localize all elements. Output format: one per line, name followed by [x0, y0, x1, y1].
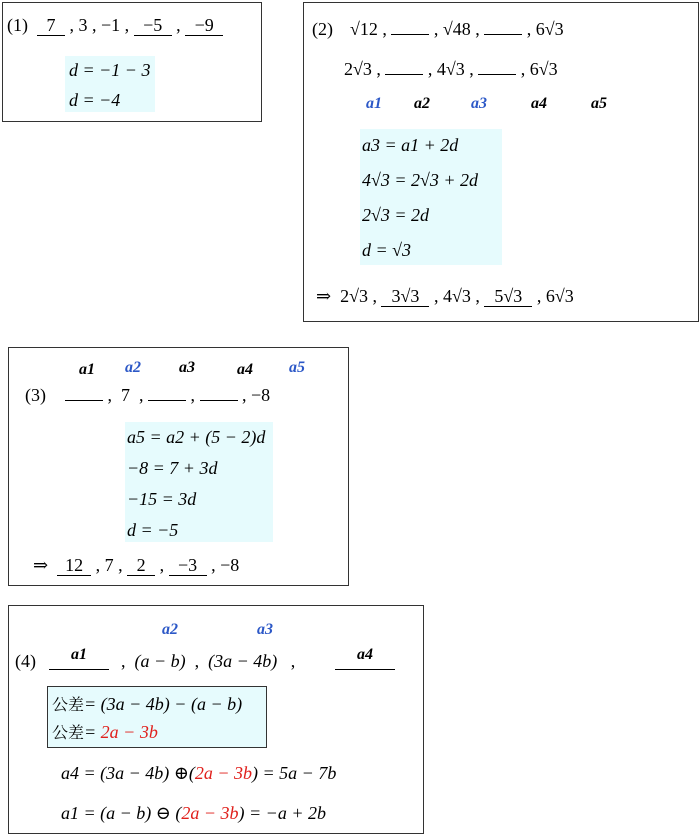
problem-2-r1-a5: 6√3	[535, 19, 564, 39]
problem-2-number: (2)	[312, 19, 333, 39]
problem-3-work-line-2: −8 = 7 + 3d	[127, 458, 218, 478]
problem-1-a1: 7	[37, 16, 65, 36]
problem-4-a1-diff: 2a − 3b	[181, 803, 239, 823]
problem-4-cd-rhs-1: = (3a − 4b) − (a − b)	[84, 694, 243, 714]
problem-4-a1-open: (	[175, 803, 182, 823]
problem-2-r1-a3: √48 ,	[442, 19, 480, 39]
problem-3-label-a5: a5	[289, 359, 305, 376]
problem-2-r1-a4-blank	[484, 34, 522, 35]
problem-2-r1-a1: √12 ,	[350, 19, 387, 39]
problem-1-number: (1)	[7, 15, 28, 35]
problem-2-res-a3: , 4√3 ,	[433, 286, 480, 306]
problem-2-result	[316, 287, 574, 307]
problem-3-work-line-1: a5 = a2 + (5 − 2)d	[127, 427, 266, 447]
problem-3-res-a1: 12	[57, 556, 91, 576]
problem-1-a3: −1 ,	[101, 15, 130, 35]
problem-3-a5: −8	[251, 385, 271, 405]
problem-3-res-a3: 2	[127, 556, 155, 576]
problem-2-label-a2: a2	[414, 95, 430, 112]
problem-3-sequence: , 7 , , , −8	[65, 386, 270, 404]
problem-2-label-a5: a5	[591, 95, 607, 112]
problem-4-a1-lhs: a1 = (a − b)	[61, 803, 152, 823]
problem-2-row-2: 2√3 , , 4√3 , , 6√3	[344, 59, 558, 79]
problem-4-label-a2: a2	[162, 621, 178, 638]
problem-2-res-a4: 5√3	[484, 287, 532, 307]
problem-3-label-a2: a2	[125, 359, 141, 376]
problem-3-a2: 7	[121, 385, 130, 405]
problem-3-number: (3)	[25, 385, 46, 405]
problem-2-r1-a2-blank	[391, 34, 429, 35]
problem-2-work-line-1: a3 = a1 + 2d	[362, 135, 459, 155]
problem-3-label-a1: a1	[79, 361, 95, 378]
problem-3-label-a3: a3	[179, 359, 195, 376]
problem-4-a1-label: a1	[49, 647, 109, 670]
problem-4-a4-line	[61, 764, 336, 782]
problem-3-res-a5: −8	[220, 555, 240, 575]
problem-2-work-line-3: 2√3 = 2d	[362, 205, 430, 225]
problem-4-a1-slot	[49, 644, 109, 670]
problem-3-a1-blank	[65, 400, 103, 401]
problem-4-a4-lhs: a4 = (3a − 4b)	[61, 763, 170, 783]
problem-1-sequence: 7 , 3 , −1 , −5 , −9	[37, 16, 223, 36]
problem-4-cd-label-1: 公差	[52, 695, 85, 714]
problem-1-a2: 3 ,	[78, 15, 97, 35]
problem-2-res-a5: , 6√3	[536, 286, 574, 306]
problem-2-r2-a4-blank	[478, 74, 516, 75]
problem-4-a4-diff: 2a − 3b	[194, 763, 253, 783]
problem-1-sep: ,	[69, 15, 74, 35]
problem-3-a4-blank	[200, 400, 238, 401]
problem-2-r2-a2-blank	[385, 74, 423, 75]
problem-4-a1-result: ) = −a + 2b	[238, 803, 326, 823]
problem-4-a3: (3a − 4b)	[208, 651, 278, 671]
problem-4-cd-line-1	[52, 695, 242, 713]
problem-3-res-a2: 7	[104, 555, 114, 575]
problem-4-a4-open: (	[188, 763, 195, 783]
problem-4-cd-label-2: 公差	[52, 723, 85, 742]
problem-2-work-line-4: d = √3	[362, 240, 412, 260]
problem-4-cd-rhs-2: =	[84, 722, 101, 742]
problem-3-result: ⇒ 12 , 7 , 2 , −3 , −8	[33, 555, 240, 575]
problem-3-implies-arrow: ⇒	[33, 555, 49, 575]
problem-2-label-a3: a3	[471, 95, 487, 112]
problem-4-a1-line	[61, 804, 326, 822]
problem-2-box	[303, 2, 699, 322]
problem-2-row-1: √12 , , √48 , , 6√3	[350, 19, 564, 39]
problem-2-res-a2: 3√3	[381, 287, 429, 307]
problem-3-a3-blank	[148, 400, 186, 401]
problem-3-work-line-3: −15 = 3d	[127, 489, 197, 509]
problem-4-sequence: , (a − b) , (3a − 4b) ,	[121, 651, 296, 671]
problem-4-box	[8, 605, 424, 834]
problem-1-a4: −5	[134, 16, 172, 36]
problem-1-work-line-2: d = −4	[69, 90, 121, 110]
problem-2-r2-a5: 6√3	[529, 59, 558, 79]
problem-4-plus-op: ⊕	[173, 763, 189, 783]
problem-4-cd-line-2	[52, 723, 158, 741]
problem-4-a4-result: ) = 5a − 7b	[252, 763, 337, 783]
problem-4-a2: (a − b)	[134, 651, 186, 671]
problem-2-work-line-2: 4√3 = 2√3 + 2d	[362, 170, 479, 190]
problem-3-work-line-4: d = −5	[127, 520, 179, 540]
problem-1-work-line-1: d = −1 − 3	[69, 60, 151, 80]
problem-1-box	[2, 2, 262, 122]
problem-4-common-difference-box	[47, 686, 267, 748]
problem-2-implies-arrow: ⇒	[316, 286, 332, 306]
problem-2-label-a4: a4	[531, 95, 547, 112]
problem-4-minus-op: ⊖	[155, 803, 171, 823]
problem-4-a4-slot	[335, 644, 395, 670]
problem-4-label-a3: a3	[257, 621, 273, 638]
problem-2-label-a1: a1	[366, 95, 382, 112]
problem-1-a5: −9	[185, 16, 223, 36]
problem-3-box	[8, 347, 349, 586]
problem-2-r2-a3: 4√3 ,	[436, 59, 474, 79]
problem-4-a4-label: a4	[335, 647, 395, 670]
problem-4-cd-value: 2a − 3b	[100, 722, 158, 742]
problem-2-r2-a1: 2√3 ,	[344, 59, 381, 79]
problem-3-res-a4: −3	[169, 556, 207, 576]
problem-4-number: (4)	[15, 651, 36, 671]
problem-2-res-a1: 2√3 ,	[340, 286, 377, 306]
problem-3-label-a4: a4	[237, 361, 253, 378]
